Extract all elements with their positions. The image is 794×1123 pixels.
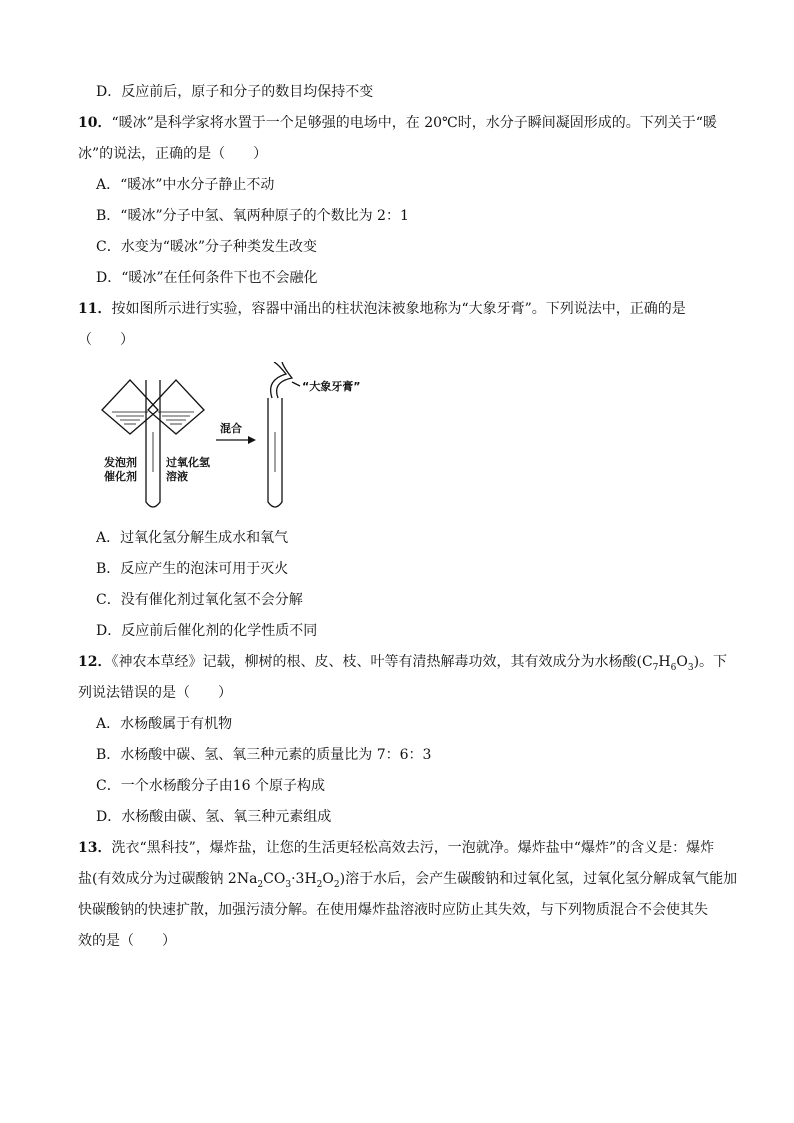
q13-formula-sub3: 2: [316, 879, 323, 890]
label-toothpaste: “大象牙膏”: [302, 380, 361, 393]
left-funnel-shape: [102, 380, 158, 434]
q11-option-a: A．过氧化氢分解生成水和氧气: [96, 530, 289, 546]
experiment-diagram: [96, 362, 376, 517]
q13-stem-text1: 洗衣“黑科技”，爆炸盐，让您的生活更轻松高效去污，一泡就净。爆炸盐中“爆炸”的含义是：爆炸: [111, 840, 715, 856]
q13-formula-sub2: 3: [285, 879, 292, 890]
q11-option-b: B．反应产生的泡沫可用于灭火: [96, 561, 289, 577]
q10-option-c: C．水变为“暖冰”分子种类发生改变: [96, 239, 318, 255]
q12-option-b: B．水杨酸中碳、氢、氧三种元素的质量比为 7：6：3: [96, 747, 432, 763]
q12-formula-sub1: 7: [652, 662, 659, 673]
label-h2o2-2: 溶液: [166, 470, 188, 483]
q10-option-b: B．“暖冰”分子中氢、氧两种原子的个数比为 2：1: [96, 208, 409, 224]
q12-formula-sub3: 3: [687, 662, 694, 673]
label-catalyst-2: 催化剂: [104, 470, 137, 483]
q11-stem-line1: [78, 299, 686, 319]
q13-formula-sub4: 2: [333, 879, 340, 890]
q9-option-d: D．反应前后，原子和分子的数目均保持不变: [96, 84, 374, 100]
elephant-toothpaste-figure: [96, 362, 376, 517]
q12-stem-text1a: 《神农本草经》记载，柳树的根、皮、枝、叶等有清热解毒功效，其有效成分为水杨酸(C: [111, 654, 653, 670]
q10-stem-text1: “暖冰”是科学家将水置于一个足够强的电场中，在 20℃时，水分子瞬间凝固形成的。下列关于“暖: [111, 115, 717, 131]
q11-number: 11．: [78, 301, 112, 317]
q13-stem-line2: [78, 869, 737, 889]
q13-formula-o: O: [322, 871, 334, 887]
q12-formula-sub2: 6: [670, 662, 677, 673]
label-pointer: [292, 382, 300, 386]
q13-stem-line4: 效的是（ ）: [78, 933, 176, 949]
q12-stem-line1: [78, 652, 727, 672]
q11-stem-text1: 按如图所示进行实验，容器中涌出的柱状泡沫被象地称为“大象牙膏”。下列说法中，正确的是: [111, 301, 686, 317]
q12-formula-o: O: [676, 654, 688, 670]
q12-option-d: D．水杨酸由碳、氢、氧三种元素组成: [96, 809, 332, 825]
foam-curve-2: [277, 362, 292, 398]
q12-stem-text1b: )。下: [693, 654, 728, 670]
mix-arrow-head: [248, 436, 256, 444]
q10-stem-line1: [78, 113, 717, 133]
right-funnel-shape: [148, 380, 204, 434]
q13-stem-line3: 快碳酸钠的快速扩散，加强污渍分解。在使用爆炸盐溶液时应防止其失效，与下列物质混合不会使其失: [78, 902, 708, 918]
q11-stem-line2: （ ）: [78, 332, 134, 348]
q13-stem-line1: [78, 838, 714, 858]
q12-number: 12．: [78, 654, 112, 670]
label-h2o2-1: 过氧化氢: [166, 456, 210, 469]
q12-stem-line2: 列说法错误的是（ ）: [78, 685, 232, 701]
q10-option-d: D．“暖冰”在任何条件下也不会融化: [96, 270, 318, 286]
q12-option-c: C．一个水杨酸分子由16 个原子构成: [96, 778, 325, 794]
q12-formula-h: H: [658, 654, 671, 670]
q10-option-a: A．“暖冰”中水分子静止不动: [96, 177, 275, 193]
label-mix: 混合: [220, 422, 242, 435]
q12-option-a: A．水杨酸属于有机物: [96, 716, 233, 732]
q10-stem-line2: 冰”的说法，正确的是（ ）: [78, 146, 268, 162]
q13-number: 13．: [78, 840, 112, 856]
q11-option-c: C．没有催化剂过氧化氢不会分解: [96, 592, 303, 608]
q11-option-d: D．反应前后催化剂的化学性质不同: [96, 623, 318, 639]
q10-number: 10．: [78, 115, 112, 131]
q13-formula-mid: ·3H: [291, 871, 317, 887]
q13-stem-text2a: 盐(有效成分为过碳酸钠 2Na: [78, 871, 258, 887]
q13-formula-sub1: 2: [257, 879, 264, 890]
q13-formula-co: CO: [263, 871, 286, 887]
label-catalyst-1: 发泡剂: [104, 456, 137, 469]
q13-stem-text2b: )溶于水后，会产生碳酸钠和过氧化氢，过氧化氢分解成氧气能加: [339, 871, 738, 887]
